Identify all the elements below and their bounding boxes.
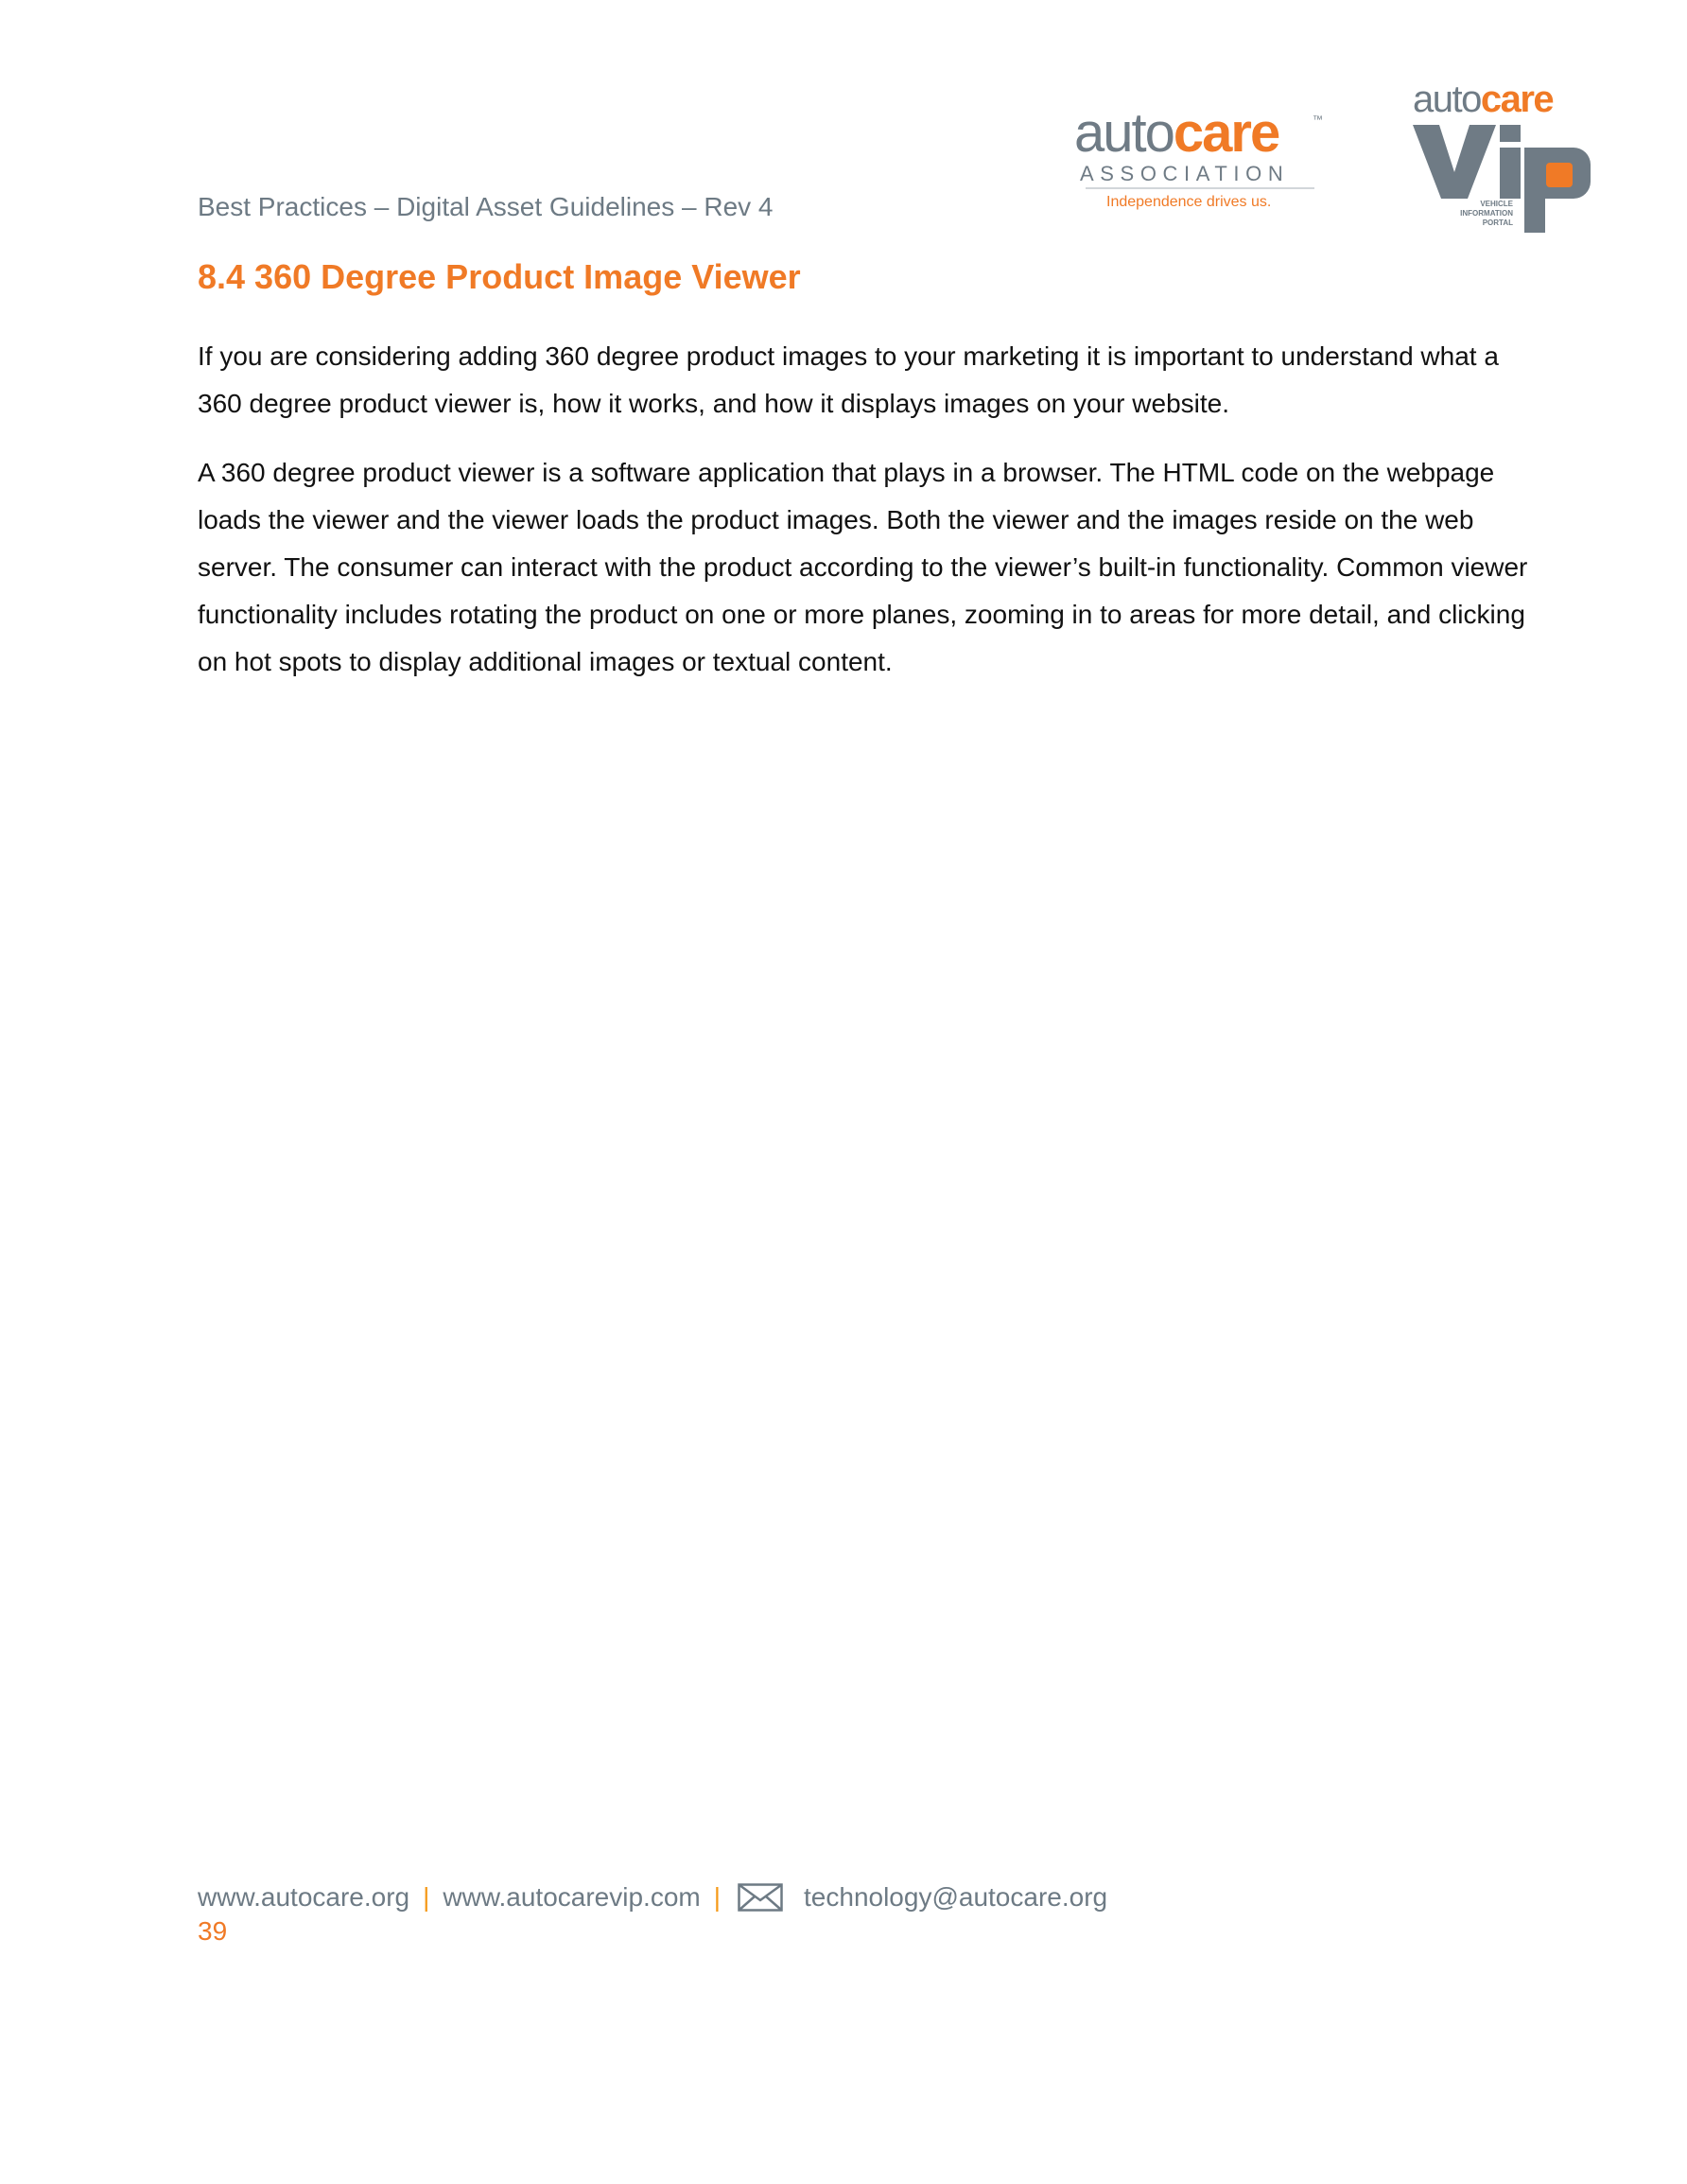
logo-word-auto: auto — [1074, 102, 1174, 164]
footer-email-link[interactable]: technology@autocare.org — [804, 1882, 1108, 1912]
footer-separator-2: | — [713, 1882, 722, 1912]
section-heading: 8.4 360 Degree Product Image Viewer — [198, 257, 801, 296]
page-number: 39 — [198, 1916, 228, 1946]
footer-links — [198, 1882, 1107, 1913]
vip-caption-line-1: VEHICLE — [1480, 200, 1513, 208]
document-header-title: Best Practices – Digital Asset Guidelines – Rev 4 — [198, 192, 774, 221]
footer-link-autocarevip[interactable]: www.autocarevip.com — [443, 1882, 701, 1912]
vip-caption-line-2: INFORMATION — [1460, 209, 1513, 218]
paragraph-2: A 360 degree product viewer is a software application that plays in a browser. The HTML code on the webpage loads the viewer and the viewer loads the product images. Both the viewer and the images reside on the web server. The consumer can interact with the product according to the viewer’s built-in functionality. Common viewer functionality includes rotating the product on one or more planes, zooming in to areas for more detail, and clicking on hot spots to display additional images or textual content. — [198, 458, 1528, 676]
logo-word-care: care — [1173, 102, 1279, 164]
autocare-association-logo — [1074, 102, 1330, 214]
logo-tagline: Independence drives us. — [1106, 194, 1272, 210]
logo-trademark: ™ — [1313, 114, 1323, 126]
vip-caption-line-3: PORTAL — [1482, 218, 1513, 227]
footer-link-autocare[interactable]: www.autocare.org — [198, 1882, 410, 1912]
footer-separator-1: | — [423, 1882, 430, 1912]
svg-text:autocare — [1074, 102, 1279, 164]
logo-subtitle: ASSOCIATION — [1080, 162, 1290, 185]
vip-logo-word-auto: auto — [1413, 79, 1481, 120]
autocare-vip-logo — [1413, 79, 1602, 240]
vip-logo-word-care: care — [1480, 79, 1554, 120]
paragraph-1: If you are considering adding 360 degree product images to your marketing it is important to understand what a 360 degree product viewer is, how it works, and how it displays images on your website. — [198, 341, 1499, 418]
envelope-icon — [738, 1883, 783, 1912]
section-body — [198, 333, 1540, 708]
svg-text:autocare — [1413, 79, 1553, 120]
